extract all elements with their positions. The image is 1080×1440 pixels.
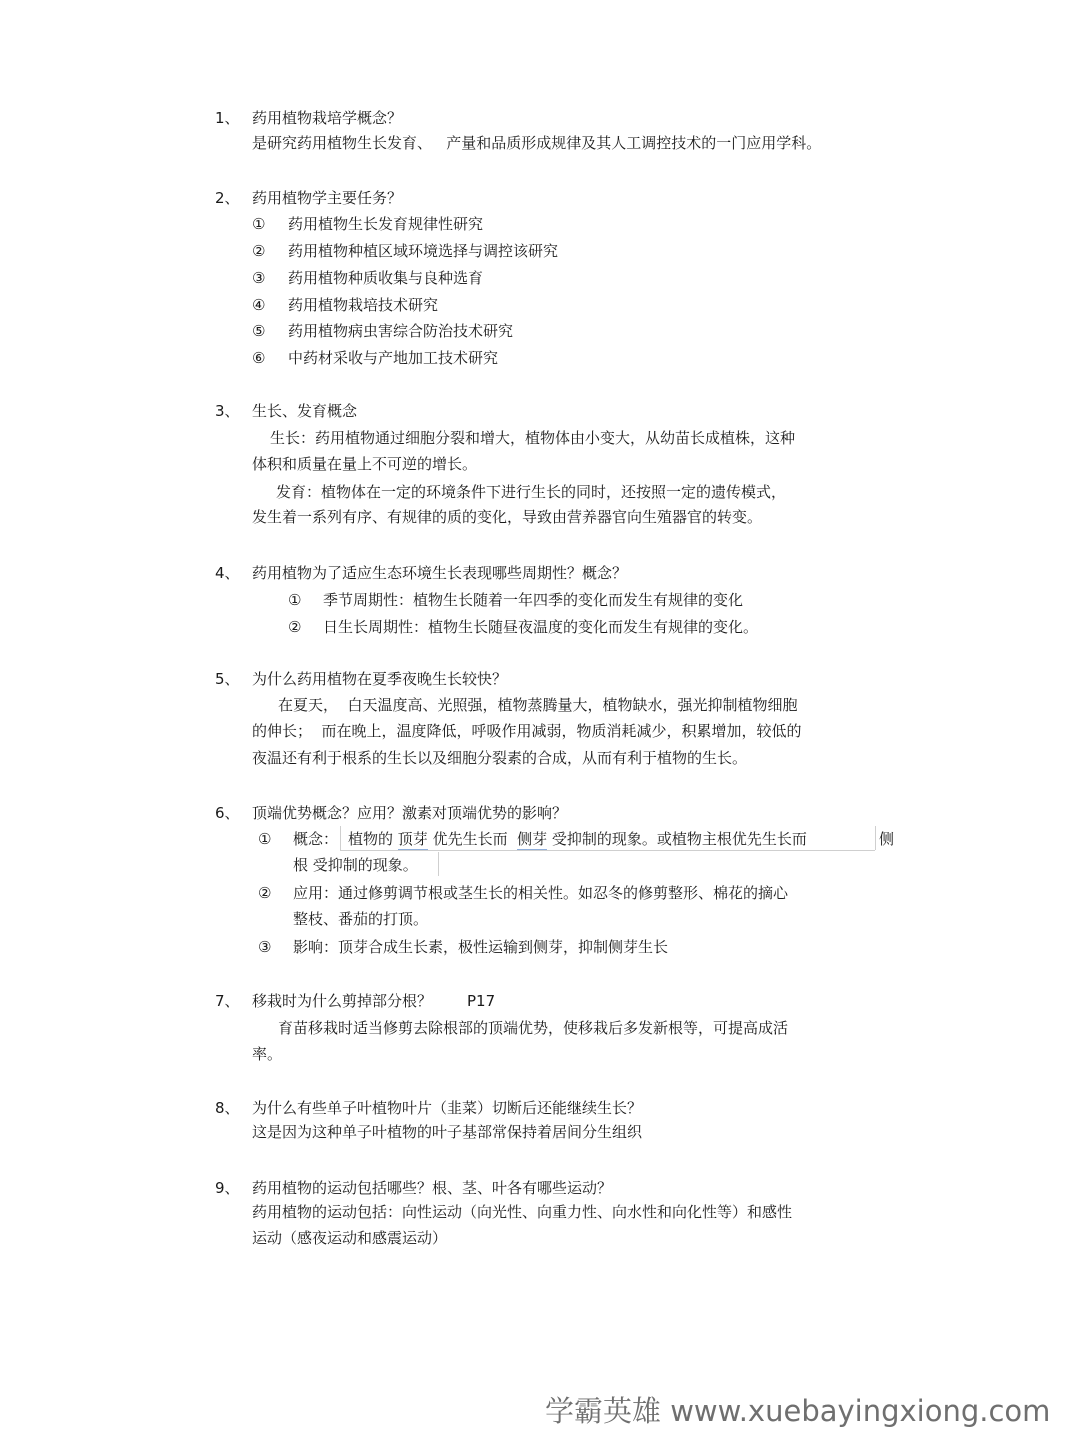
q2-item-mark: ① xyxy=(252,215,266,233)
q6-application-line: 应用：通过修剪调节根或茎生长的相关性。如忍冬的修剪整形、棉花的摘心 xyxy=(293,884,789,902)
q6-concept-mark: ① xyxy=(258,830,272,848)
q6-number: 6、 xyxy=(215,804,240,822)
q6-title: 顶端优势概念？应用？激素对顶端优势的影响？ xyxy=(252,804,568,822)
q1-number: 1、 xyxy=(215,109,240,127)
q5-answer-line: 在夏天， 白天温度高、光照强，植物蒸腾量大，植物缺水，强光抑制植物细胞 xyxy=(278,696,798,714)
q9-answer-line: 运动（感夜运动和感震运动） xyxy=(252,1229,448,1247)
q3-number: 3、 xyxy=(215,402,240,420)
q6-concept-line2: 根 受抑制的现象。 xyxy=(293,856,418,874)
q3-development-line: 发育：植物体在一定的环境条件下进行生长的同时，还按照一定的遗传模式， xyxy=(276,483,787,501)
q2-number: 2、 xyxy=(215,189,240,207)
text-box-border xyxy=(340,826,341,850)
q7-page-ref: P17 xyxy=(467,992,496,1010)
q2-item-mark: ⑤ xyxy=(252,322,266,340)
q3-title: 生长、发育概念 xyxy=(252,402,358,420)
q2-item-text: 药用植物病虫害综合防治技术研究 xyxy=(288,322,514,340)
q5-answer-line: 夜温还有利于根系的生长以及细胞分裂素的合成，从而有利于植物的生长。 xyxy=(252,749,748,767)
q6-application-mark: ② xyxy=(258,884,272,902)
q2-item-text: 药用植物种质收集与良种选育 xyxy=(288,269,484,287)
q1-answer: 是研究药用植物生长发育、 产量和品质形成规律及其人工调控技术的一门应用学科。 xyxy=(252,134,822,152)
q9-answer-line: 药用植物的运动包括：向性运动（向光性、向重力性、向水性和向化性等）和感性 xyxy=(252,1203,793,1221)
q6-concept-label: 概念： xyxy=(293,830,339,848)
q2-title: 药用植物学主要任务？ xyxy=(252,189,403,207)
q6-influence-mark: ③ xyxy=(258,938,272,956)
site-watermark: 学霸英雄 www.xuebayingxiong.com xyxy=(545,1394,1051,1428)
q8-answer: 这是因为这种单子叶植物的叶子基部常保持着居间分生组织 xyxy=(252,1123,643,1141)
q8-number: 8、 xyxy=(215,1099,240,1117)
q6-concept-part: 优先生长而 xyxy=(427,830,518,848)
q6-concept-part: 植物的 xyxy=(348,830,398,848)
q7-answer-line: 育苗移栽时适当修剪去除根部的顶端优势，使移栽后多发新根等，可提高成活 xyxy=(278,1019,789,1037)
q4-item-mark: ② xyxy=(288,618,302,636)
q4-number: 4、 xyxy=(215,564,240,582)
q2-item-text: 药用植物种植区域环境选择与调控该研究 xyxy=(288,242,559,260)
q4-item-text: 季节周期性：植物生长随着一年四季的变化而发生有规律的变化 xyxy=(323,591,744,609)
q7-title: 移栽时为什么剪掉部分根？ xyxy=(252,992,433,1010)
q4-item-mark: ① xyxy=(288,591,302,609)
q7-answer-line: 率。 xyxy=(252,1045,283,1063)
q7-number: 7、 xyxy=(215,992,240,1010)
q6-concept-part: 受抑制的现象。或植物主根优先生长而 xyxy=(547,830,807,848)
q1-title: 药用植物栽培学概念？ xyxy=(252,109,403,127)
q3-growth-line: 生长：药用植物通过细胞分裂和增大，植物体由小变大，从幼苗长成植株，这种 xyxy=(270,429,796,447)
q2-item-mark: ⑥ xyxy=(252,349,266,367)
q8-title: 为什么有些单子叶植物叶片（韭菜）切断后还能继续生长？ xyxy=(252,1099,643,1117)
q2-item-text: 药用植物栽培技术研究 xyxy=(288,296,439,314)
q6-influence-text: 影响：顶芽合成生长素，极性运输到侧芽，抑制侧芽生长 xyxy=(293,938,669,956)
q5-answer-line: 的伸长； 而在晚上，温度降低，呼吸作用减弱，物质消耗减少，积累增加，较低的 xyxy=(252,722,802,740)
q5-title: 为什么药用植物在夏季夜晚生长较快？ xyxy=(252,670,508,688)
q2-item-text: 药用植物生长发育规律性研究 xyxy=(288,215,484,233)
q2-item-text: 中药材采收与产地加工技术研究 xyxy=(288,349,499,367)
q2-item-mark: ③ xyxy=(252,269,266,287)
q3-development-line: 发生着一系列有序、有规律的质的变化，导致由营养器官向生殖器官的转变。 xyxy=(252,508,763,526)
lateral-bud-term: 侧芽 xyxy=(517,830,547,851)
q2-item-mark: ② xyxy=(252,242,266,260)
q9-number: 9、 xyxy=(215,1179,240,1197)
q6-application-line: 整枝、番茄的打顶。 xyxy=(293,910,429,928)
text-box-border xyxy=(438,852,439,876)
q4-item-text: 日生长周期性：植物生长随昼夜温度的变化而发生有规律的变化。 xyxy=(323,618,759,636)
q6-concept-text xyxy=(348,829,807,849)
text-box-border xyxy=(340,850,875,851)
q6-concept-tail: 侧 xyxy=(879,830,895,848)
text-box-border xyxy=(875,826,876,850)
q3-growth-line: 体积和质量在量上不可逆的增长。 xyxy=(252,455,478,473)
q9-title: 药用植物的运动包括哪些？根、茎、叶各有哪些运动？ xyxy=(252,1179,613,1197)
apical-bud-term: 顶芽 xyxy=(398,830,428,851)
q4-title: 药用植物为了适应生态环境生长表现哪些周期性？概念？ xyxy=(252,564,628,582)
q5-number: 5、 xyxy=(215,670,240,688)
q2-item-mark: ④ xyxy=(252,296,266,314)
